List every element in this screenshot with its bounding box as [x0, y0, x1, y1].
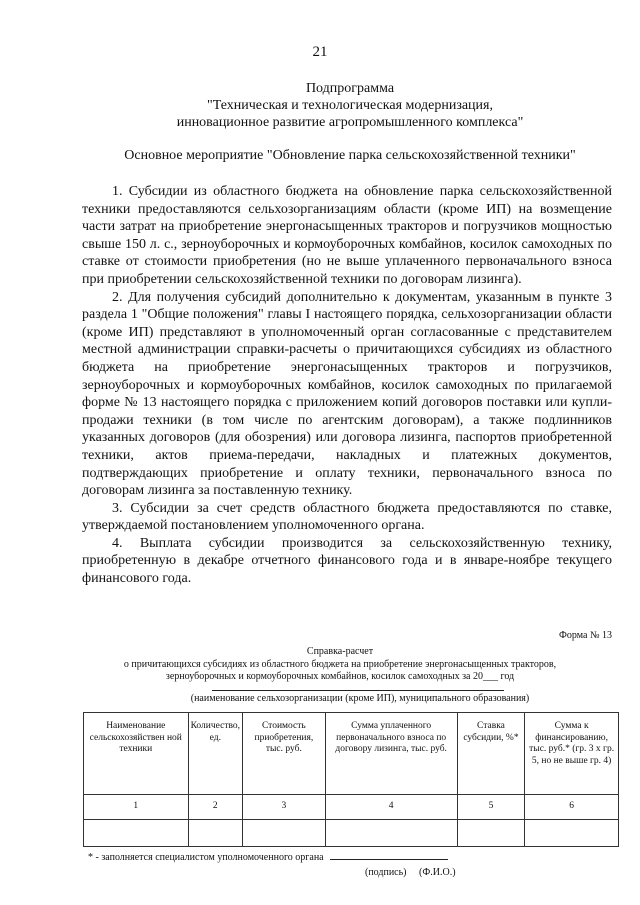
table-cell [188, 820, 242, 847]
column-number: 6 [525, 795, 619, 820]
subprogram-title [60, 80, 640, 131]
name-caption: (Ф.И.О.) [419, 867, 456, 878]
signature-caption: (подпись) [365, 867, 407, 878]
column-header: Количество, ед. [188, 713, 242, 795]
form-subtitle-2: зерноуборочных и кормоуборочных комбайнов, косилок самоходных за 20___ год [165, 671, 515, 682]
table-cell [84, 820, 189, 847]
table-header-row [84, 713, 619, 795]
signature-captions [365, 867, 456, 878]
page-number: 21 [312, 44, 328, 60]
column-number: 4 [325, 795, 457, 820]
form-title: Справка-расчет [306, 646, 374, 657]
subprogram-title-line2: "Техническая и технологическая модернизация, [207, 98, 493, 113]
paragraph-3: 3. Субсидии за счет средств областного бюджета предоставляются по ставке, утверждаемой постановлением уполномоченного органа. [82, 500, 612, 534]
subprogram-title-line1: Подпрограмма [305, 81, 395, 96]
form-label: Форма № 13 [559, 630, 612, 641]
column-header: Ставка субсидии, %* [457, 713, 525, 795]
table-cell [243, 820, 326, 847]
org-caption: (наименование сельхозорганизации (кроме ИП), муниципального образования) [190, 693, 530, 704]
table-row [84, 795, 619, 820]
main-event-title: Основное мероприятие "Обновление парка сельскохозяйственной техники" [124, 148, 576, 163]
subprogram-title-line3: инновационное развитие агропромышленного комплекса" [176, 115, 524, 130]
form-subtitle-1: о причитающихся субсидиях из областного бюджета на приобретение энергонасыщенных тракторов, [123, 658, 557, 670]
body-text [82, 183, 612, 588]
footnote-text: * - заполняется специалистом уполномоченного органа [88, 852, 324, 863]
paragraph-2: 2. Для получения субсидий дополнительно к документам, указанным в пункте 3 раздела 1 "Общие положения" главы I настоящего порядка, сельхозорганизации области (кроме ИП) представляют в уполномоченный орган согласованные с представителем местной администрации справки-расчеты о причитающихся субсидиях из областного бюджета на приобретение энергонасыщенных тракторов и погрузчиков, зерноуборочных и кормоуборочных комбайнов, косилок самоходных по прилагаемой форме № 13 настоящего порядка с приложением копий договоров поставки или купли-продажи техники (в том числе по агентским договорам), а также подлинников указанных договоров (для обозрения) или договора лизинга, паспортов приобретенной техники, актов приема-передачи, накладных и платежных документов, подтверждающих приобретение и оплату техники, первоначального взноса по договорам лизинга за поставленную технику. [82, 289, 612, 499]
column-header: Сумма к финансированию, тыс. руб.* (гр. 3 х гр. 5, но не выше гр. 4) [525, 713, 619, 795]
column-header: Стоимость приобретения, тыс. руб. [243, 713, 326, 795]
column-header: Наименование сельскохозяйствен ной техники [84, 713, 189, 795]
table-cell [525, 820, 619, 847]
column-number: 3 [243, 795, 326, 820]
column-header: Сумма уплаченного первоначального взноса по договору лизинга, тыс. руб. [325, 713, 457, 795]
subsidy-table [83, 712, 619, 847]
paragraph-1: 1. Субсидии из областного бюджета на обновление парка сельскохозяйственной техники предоставляются сельхозорганизациям области (кроме ИП) на возмещение части затрат на приобретение энергонасыщенных тракторов и погрузчиков мощностью свыше 150 л. с., зерноуборочных и кормоуборочных комбайнов, косилок самоходных по ставке от стоимости приобретения (но не выше уплаченного первоначального взноса при приобретении сельскохозяйственной техники по договорам лизинга). [82, 184, 612, 287]
table-cell [457, 820, 525, 847]
column-number: 5 [457, 795, 525, 820]
column-number: 1 [84, 795, 189, 820]
footnote [88, 852, 448, 863]
paragraph-4: 4. Выплата субсидии производится за сельскохозяйственную технику, приобретенную в декабре отчетного финансового года и в январе-ноябре текущего финансового года. [82, 535, 612, 587]
table-cell [325, 820, 457, 847]
form-title-block [60, 646, 620, 684]
table-row [84, 820, 619, 847]
column-number: 2 [188, 795, 242, 820]
org-name-line [212, 690, 504, 691]
signature-line [330, 859, 448, 860]
